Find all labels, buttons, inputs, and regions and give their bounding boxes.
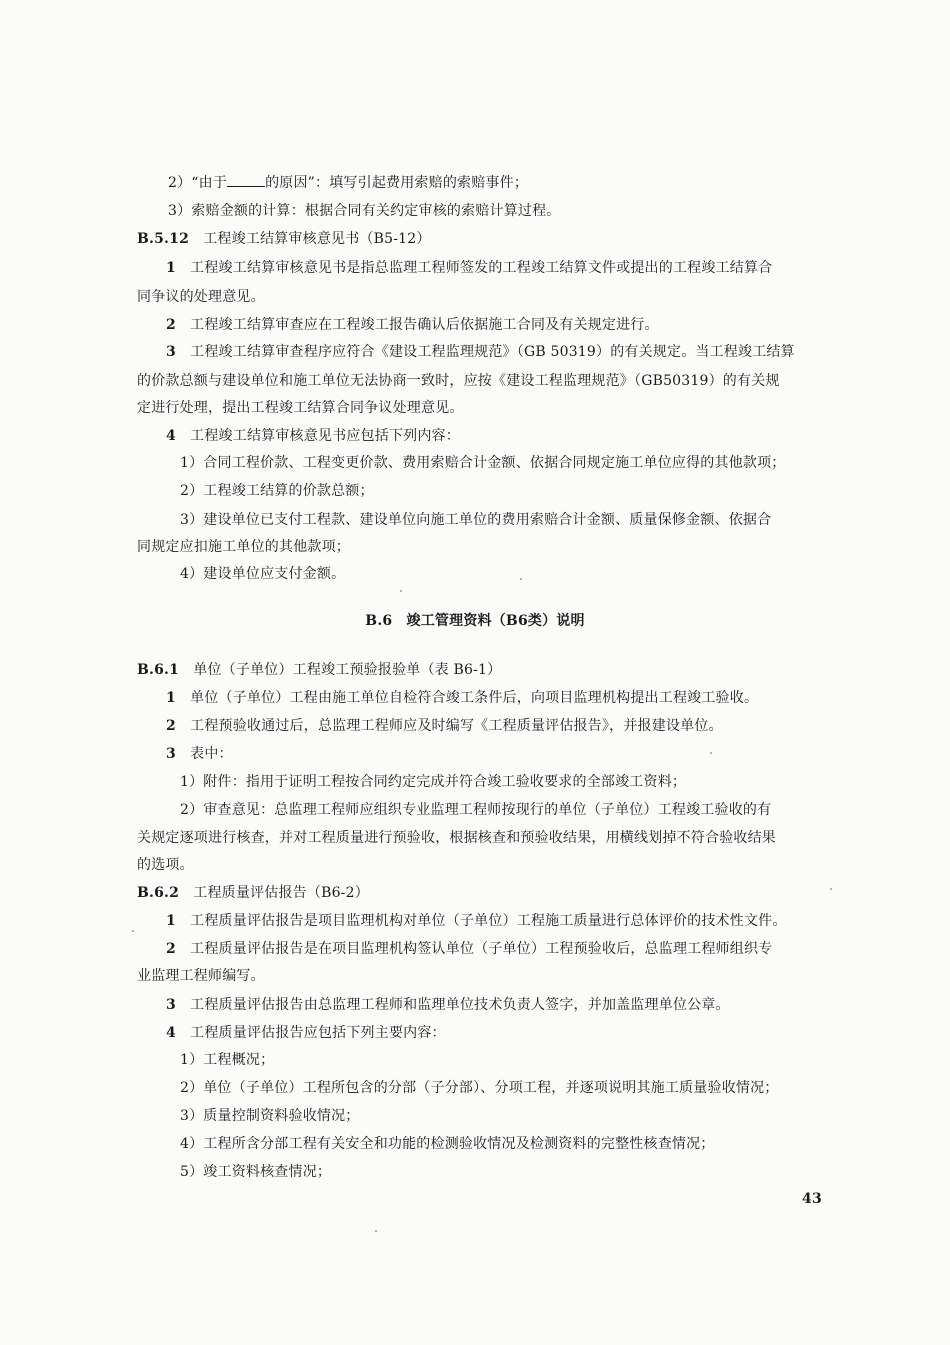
fill-blank xyxy=(227,172,265,187)
paragraph: 3 工程竣工结算审查程序应符合《建设工程监理规范》（GB 50319）的有关规定。当工程竣工结算 xyxy=(166,344,795,360)
list-item: 5）竣工资料核查情况； xyxy=(180,1164,332,1180)
paragraph: 3 表中： xyxy=(166,746,233,762)
paragraph: 4 工程质量评估报告应包括下列主要内容： xyxy=(166,1025,446,1041)
list-item-continuation: 的选项。 xyxy=(137,857,194,873)
paragraph: 2 工程竣工结算审查应在工程竣工报告确认后依据施工合同及有关规定进行。 xyxy=(166,317,659,333)
scan-speck xyxy=(710,752,712,754)
paragraph: 4 工程竣工结算审核意见书应包括下列内容： xyxy=(166,428,460,444)
list-item: 1）工程概况； xyxy=(180,1052,275,1068)
scan-speck xyxy=(830,888,832,890)
paragraph-continuation: 业监理工程师编写。 xyxy=(137,968,265,984)
paragraph-continuation: 定进行处理，提出工程竣工结算合同争议处理意见。 xyxy=(137,400,464,416)
paragraph: 1 工程质量评估报告是项目监理机构对单位（子单位）工程施工质量进行总体评价的技术性文件。 xyxy=(166,913,787,929)
paragraph: 1 工程竣工结算审核意见书是指总监理工程师签发的工程竣工结算文件或提出的工程竣工结算合 xyxy=(166,260,773,276)
list-item: 4）建设单位应支付金额。 xyxy=(180,566,346,582)
paragraph: 3 工程质量评估报告由总监理工程师和监理单位技术负责人签字，并加盖监理单位公章。 xyxy=(166,997,730,1013)
scan-speck xyxy=(400,590,402,592)
chapter-heading-b6: B.6 竣工管理资料（B6类）说明 xyxy=(365,613,585,629)
paragraph-continuation: 的价款总额与建设单位和施工单位无法协商一致时，应按《建设工程监理规范》（GB50319）的有关规 xyxy=(137,373,780,389)
section-heading-b6-1: B.6.1 单位（子单位）工程竣工预验报验单（表 B6-1） xyxy=(137,662,502,678)
scan-speck xyxy=(375,1230,377,1232)
paragraph: 2 工程预验收通过后，总监理工程师应及时编写《工程质量评估报告》，并报建设单位。 xyxy=(166,718,723,734)
list-item: 1）合同工程价款、工程变更价款、费用索赔合计金额、依据合同规定施工单位应得的其他款项； xyxy=(180,455,786,471)
page-number: 43 xyxy=(802,1191,822,1207)
list-item: 2）“由于 的原因”：填写引起费用索赔的索赔事件； xyxy=(168,172,528,193)
list-item: 2）工程竣工结算的价款总额； xyxy=(180,483,374,499)
section-heading-b6-2: B.6.2 工程质量评估报告（B6-2） xyxy=(137,885,369,901)
list-item-continuation: 关规定逐项进行核查，并对工程质量进行预验收，根据核查和预验收结果，用横线划掉不符合验收结果 xyxy=(137,830,776,846)
list-item: 1）附件：指用于证明工程按合同约定完成并符合竣工验收要求的全部竣工资料； xyxy=(180,774,687,790)
section-heading-b5-12: B.5.12 工程竣工结算审核意见书（B5-12） xyxy=(137,231,431,247)
scan-speck xyxy=(132,930,134,932)
list-item: 3）建设单位已支付工程款、建设单位向施工单位的费用索赔合计金额、质量保修金额、依据合 xyxy=(180,512,772,528)
scan-speck xyxy=(520,578,522,580)
paragraph-continuation: 同争议的处理意见。 xyxy=(137,289,265,305)
list-item: 2）审查意见：总监理工程师应组织专业监理工程师按现行的单位（子单位）工程竣工验收的有 xyxy=(180,802,772,818)
list-item: 3）质量控制资料验收情况； xyxy=(180,1108,360,1124)
list-item: 4）工程所含分部工程有关安全和功能的检测验收情况及检测资料的完整性核查情况； xyxy=(180,1136,715,1152)
list-item: 2）单位（子单位）工程所包含的分部（子分部）、分项工程，并逐项说明其施工质量验收情况； xyxy=(180,1080,779,1096)
list-item: 3）索赔金额的计算：根据合同有关约定审核的索赔计算过程。 xyxy=(168,203,561,219)
list-item-continuation: 同规定应扣施工单位的其他款项； xyxy=(137,539,350,555)
paragraph: 2 工程质量评估报告是在项目监理机构签认单位（子单位）工程预验收后，总监理工程师组织专 xyxy=(166,941,773,957)
paragraph: 1 单位（子单位）工程由施工单位自检符合竣工条件后，向项目监理机构提出工程竣工验收。 xyxy=(166,690,759,706)
